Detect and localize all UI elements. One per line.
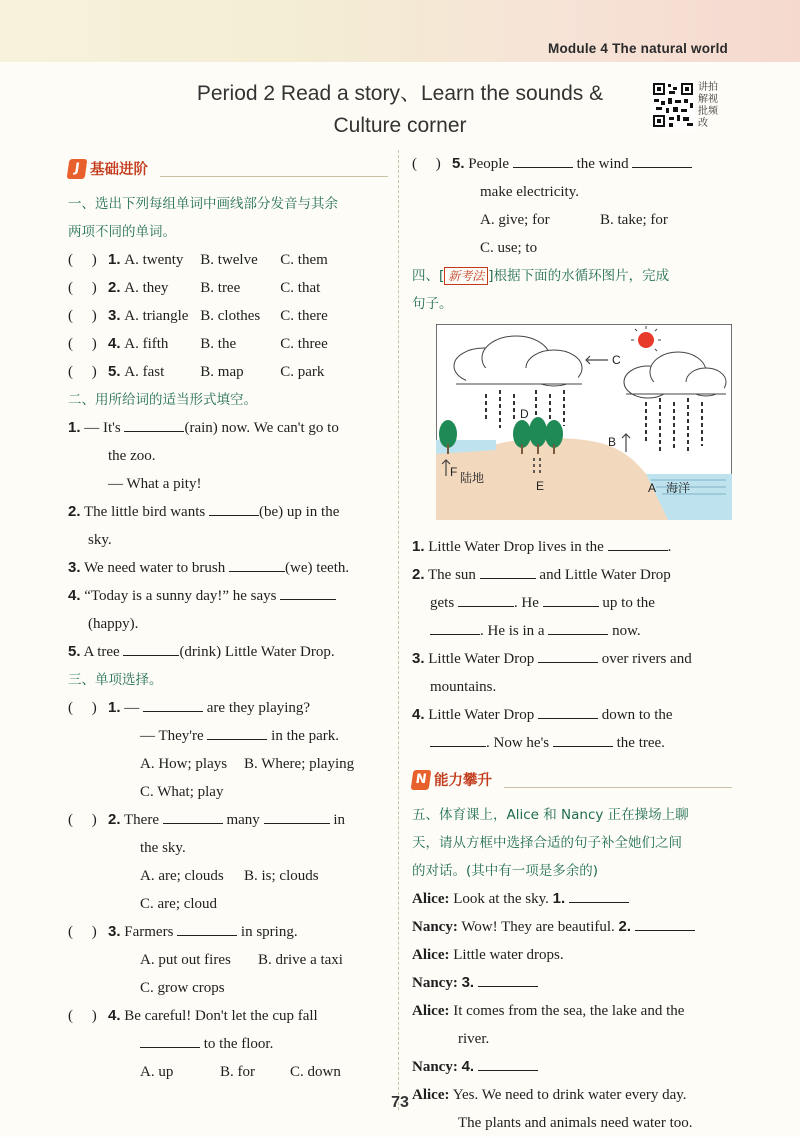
label-e: E bbox=[536, 479, 545, 493]
option-a[interactable]: A. up bbox=[140, 1064, 174, 1080]
part2-q3: 3. We need water to brush (we) teeth. bbox=[68, 559, 350, 576]
section-label: 基础进阶 bbox=[90, 162, 148, 178]
title-line-2: Culture corner bbox=[333, 114, 467, 137]
part2-q4: 4. “Today is a sunny day!” he says bbox=[68, 582, 388, 610]
page-number: 73 bbox=[391, 1094, 409, 1111]
answer-blank[interactable] bbox=[143, 697, 203, 712]
part2-q2-cont: sky. bbox=[88, 532, 112, 548]
option-a: A. triangle bbox=[124, 308, 189, 324]
part3-q5-cont: make electricity. bbox=[480, 184, 579, 200]
item-number: 2. bbox=[108, 279, 121, 296]
item-number: 3. bbox=[108, 307, 121, 324]
answer-blank[interactable] bbox=[478, 1056, 538, 1071]
part1-item[interactable]: ( ) 3. A. triangle B. clothes C. there bbox=[68, 302, 388, 330]
option-c: C. park bbox=[280, 364, 325, 380]
part4-s1: 1. Little Water Drop lives in the . bbox=[412, 538, 672, 555]
option-c: C. three bbox=[280, 336, 328, 352]
answer-blank[interactable] bbox=[123, 641, 179, 656]
option-b: B. clothes bbox=[200, 308, 261, 324]
module-header: Module 4 The natural world bbox=[548, 41, 728, 56]
part5-heading-a: 五、体育课上，Alice 和 Nancy 正在操场上聊 bbox=[412, 807, 689, 823]
answer-blank[interactable] bbox=[538, 648, 598, 663]
option-c: C. that bbox=[280, 280, 321, 296]
answer-blank[interactable] bbox=[209, 501, 259, 516]
qr-code-icon[interactable] bbox=[651, 81, 695, 129]
answer-blank[interactable] bbox=[480, 564, 536, 579]
part3-q2[interactable]: ( ) 2. There many in bbox=[68, 811, 345, 828]
section-badge-icon: J bbox=[67, 159, 88, 179]
part3-q3-options bbox=[68, 946, 388, 974]
label-a: A bbox=[648, 481, 657, 495]
part5-heading-b: 天，请从方框中选择合适的句子补全她们之间 bbox=[412, 835, 682, 851]
answer-blank[interactable] bbox=[538, 704, 598, 719]
item-number: 1. bbox=[108, 251, 121, 268]
answer-blank[interactable] bbox=[264, 809, 330, 824]
option-b: B. tree bbox=[200, 280, 241, 296]
part1-heading-b: 两项不同的单词。 bbox=[68, 224, 176, 240]
option-b[interactable]: B. Where; playing bbox=[244, 756, 355, 772]
title-line-1: Period 2 Read a story、Learn the sounds & bbox=[196, 82, 604, 105]
answer-blank[interactable] bbox=[124, 417, 184, 432]
part3-q1-options bbox=[68, 750, 388, 778]
option-b[interactable]: B. drive a taxi bbox=[258, 952, 343, 968]
answer-blank[interactable] bbox=[140, 1033, 200, 1048]
part3-q1-option-c[interactable]: C. What; play bbox=[140, 784, 224, 800]
section-badge-icon: N bbox=[411, 770, 432, 790]
option-a[interactable]: A. are; clouds bbox=[140, 868, 224, 884]
option-a: A. twenty bbox=[124, 252, 184, 268]
part3-heading: 三、单项选择。 bbox=[68, 672, 163, 688]
part3-q4[interactable]: ( ) 4. Be careful! Don't let the cup fall bbox=[68, 1007, 318, 1024]
section-banner-basic bbox=[68, 156, 388, 184]
left-column bbox=[68, 156, 388, 1086]
answer-blank[interactable] bbox=[548, 620, 608, 635]
option-a: A. fifth bbox=[124, 336, 169, 352]
part4-s2-line3: . He is in a now. bbox=[412, 617, 732, 645]
dialogue-line: Nancy: 4. bbox=[412, 1053, 732, 1081]
option-b[interactable]: B. for bbox=[220, 1064, 255, 1080]
part1-item[interactable]: ( ) 1. A. twenty B. twelve C. them bbox=[68, 246, 388, 274]
dialogue-line: Alice: Little water drops. bbox=[412, 947, 564, 963]
answer-blank[interactable] bbox=[229, 557, 285, 572]
part1-heading-a: 一、选出下列每组单词中画线部分发音与其余 bbox=[68, 196, 338, 212]
part3-q4-cont: to the floor. bbox=[68, 1030, 388, 1058]
dialogue-line: Alice: Yes. We need to drink water every day. bbox=[412, 1087, 687, 1103]
dialogue-line: Alice: It comes from the sea, the lake and the bbox=[412, 1003, 685, 1019]
part4-s2-line2: gets . He up to the bbox=[412, 589, 732, 617]
answer-blank[interactable] bbox=[635, 916, 695, 931]
part4-s3-cont: mountains. bbox=[430, 679, 497, 695]
section-label: 能力攀升 bbox=[434, 773, 492, 789]
section-rule bbox=[160, 176, 388, 177]
part3-q3[interactable]: ( ) 3. Farmers in spring. bbox=[68, 923, 298, 940]
option-b: B. twelve bbox=[200, 252, 258, 268]
option-c[interactable]: C. down bbox=[290, 1064, 341, 1080]
part3-q2-cont: the sky. bbox=[140, 840, 186, 856]
label-land: 陆地 bbox=[460, 471, 485, 485]
part4-s4: 4. Little Water Drop down to the bbox=[412, 706, 673, 723]
section-banner-advanced bbox=[412, 767, 732, 795]
right-column bbox=[412, 150, 732, 1137]
part4-heading-b: 句子。 bbox=[412, 296, 453, 312]
qr-caption: 讲拍解视批频改 bbox=[698, 82, 718, 129]
part3-q5-option-c[interactable]: C. use; to bbox=[480, 240, 538, 256]
item-number: 4. bbox=[108, 335, 121, 352]
part3-q1[interactable]: ( ) 1. — are they playing? bbox=[68, 699, 311, 716]
label-b: B bbox=[608, 435, 617, 449]
part1-item[interactable]: ( ) 4. A. fifth B. the C. three bbox=[68, 330, 388, 358]
option-a[interactable]: A. How; plays bbox=[140, 756, 228, 772]
dialogue-line-cont: river. bbox=[458, 1031, 490, 1047]
part2-q1-reply: — What a pity! bbox=[108, 476, 202, 492]
part3-q5[interactable]: ( ) 5. People the wind bbox=[412, 150, 732, 178]
option-c: C. there bbox=[280, 308, 328, 324]
option-a: A. fast bbox=[124, 364, 165, 380]
column-divider bbox=[398, 150, 399, 1110]
option-b[interactable]: B. take; for bbox=[600, 212, 668, 228]
answer-blank[interactable] bbox=[177, 921, 237, 936]
item-number: 5. bbox=[108, 363, 121, 380]
part2-q4-cont: (happy). bbox=[88, 616, 139, 632]
part3-q3-option-c[interactable]: C. grow crops bbox=[140, 980, 225, 996]
part1-item[interactable]: ( ) 2. A. they B. tree C. that bbox=[68, 274, 388, 302]
label-d: D bbox=[520, 407, 529, 421]
part1-item[interactable]: ( ) 5. A. fast B. map C. park bbox=[68, 358, 388, 386]
dialogue-line-cont: The plants and animals need water too. bbox=[458, 1115, 693, 1131]
part5-heading-c: 的对话。(其中有一项是多余的) bbox=[412, 863, 599, 879]
part4-s3: 3. Little Water Drop over rivers and bbox=[412, 650, 692, 667]
dialogue-line: Alice: Look at the sky. 1. bbox=[412, 885, 732, 913]
answer-blank[interactable] bbox=[513, 153, 573, 168]
answer-blank[interactable] bbox=[430, 620, 480, 635]
option-b: B. map bbox=[200, 364, 244, 380]
part3-q2-options bbox=[68, 862, 388, 890]
option-a: A. they bbox=[124, 280, 169, 296]
part3-q2-option-c[interactable]: C. are; cloud bbox=[140, 896, 218, 912]
part3-q1-line2: — They're in the park. bbox=[68, 722, 388, 750]
option-c: C. them bbox=[280, 252, 328, 268]
label-c: C bbox=[612, 353, 621, 367]
new-method-tag: 新考法 bbox=[444, 267, 488, 285]
option-a[interactable]: A. put out fires bbox=[140, 952, 231, 968]
dialogue-line: Nancy: 3. bbox=[412, 969, 732, 997]
answer-blank[interactable] bbox=[569, 888, 629, 903]
part2-q1-cont: the zoo. bbox=[108, 448, 156, 464]
label-sea: 海洋 bbox=[666, 481, 691, 495]
option-b[interactable]: B. is; clouds bbox=[244, 868, 319, 884]
water-cycle-diagram bbox=[436, 324, 732, 520]
answer-blank[interactable] bbox=[632, 153, 692, 168]
answer-blank[interactable] bbox=[163, 809, 223, 824]
answer-blank[interactable] bbox=[543, 592, 599, 607]
answer-blank[interactable] bbox=[207, 725, 267, 740]
dialogue-line: Nancy: Wow! They are beautiful. 2. bbox=[412, 913, 732, 941]
part2-q2: 2. The little bird wants (be) up in the bbox=[68, 503, 340, 520]
part4-s2: 2. The sun and Little Water Drop bbox=[412, 566, 671, 583]
answer-blank[interactable] bbox=[478, 972, 538, 987]
answer-blank[interactable] bbox=[553, 732, 613, 747]
option-b: B. the bbox=[200, 336, 237, 352]
label-f: F bbox=[450, 465, 458, 479]
part4-s4-line2: . Now he's the tree. bbox=[412, 729, 732, 757]
option-a[interactable]: A. give; for bbox=[480, 212, 550, 228]
section-rule bbox=[504, 787, 732, 788]
part2-q1: 1. — It's (rain) now. We can't go to bbox=[68, 419, 339, 436]
answer-blank[interactable] bbox=[430, 732, 486, 747]
part4-heading: 四、[ 新考法 ]根据下面的水循环图片，完成 bbox=[412, 268, 670, 284]
part3-q4-options bbox=[68, 1058, 388, 1086]
page-title bbox=[150, 78, 650, 142]
answer-blank[interactable] bbox=[458, 592, 514, 607]
answer-blank[interactable] bbox=[608, 536, 668, 551]
answer-blank[interactable] bbox=[280, 585, 336, 600]
part2-q5: 5. A tree (drink) Little Water Drop. bbox=[68, 643, 335, 660]
part3-q5-options bbox=[412, 206, 732, 234]
part2-heading: 二、用所给词的适当形式填空。 bbox=[68, 392, 257, 408]
